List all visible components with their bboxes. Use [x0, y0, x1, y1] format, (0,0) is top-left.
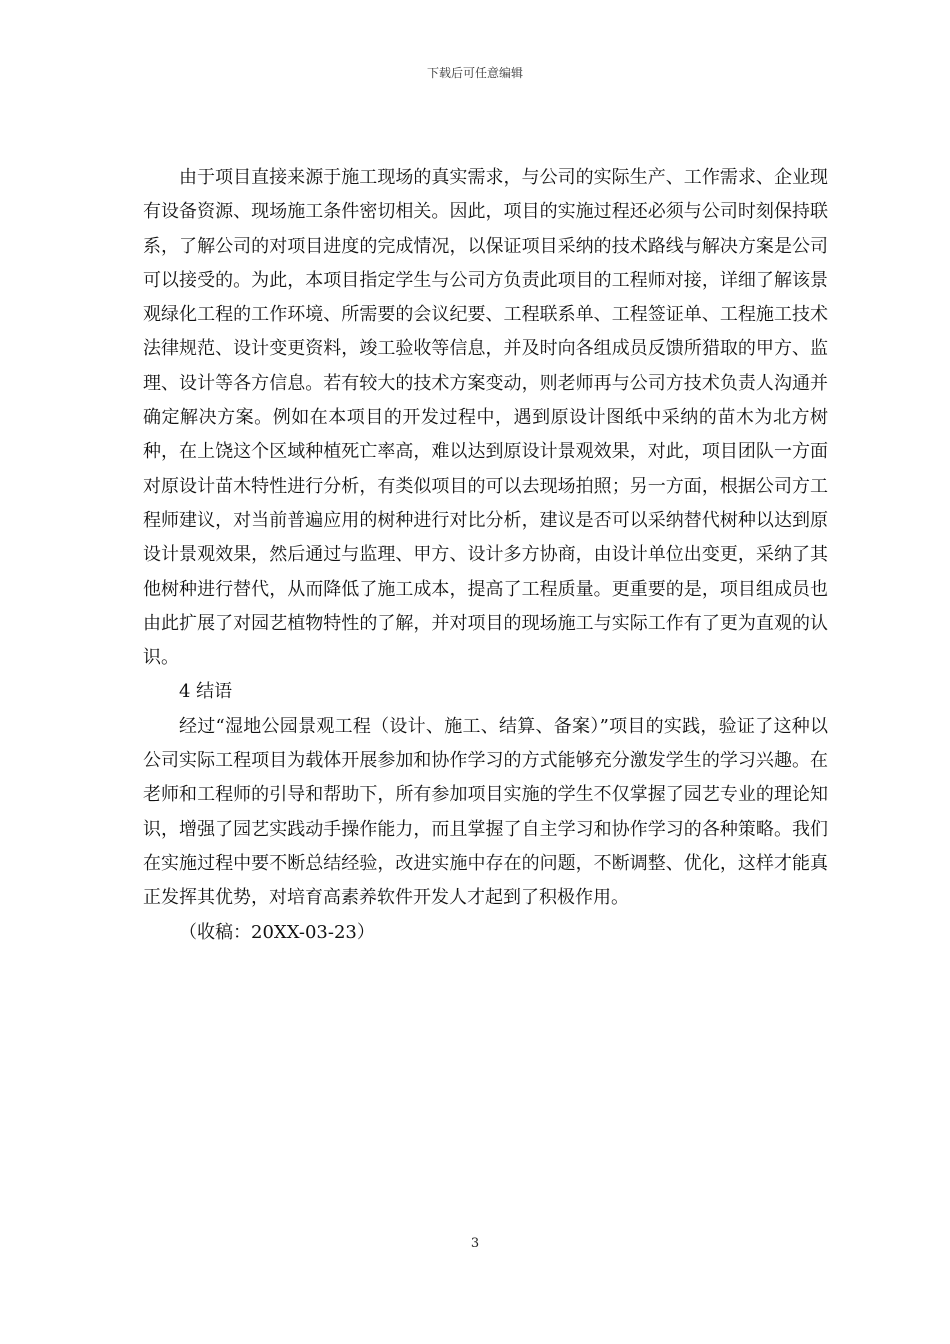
page-header-note: 下载后可任意编辑	[426, 66, 523, 80]
section-heading-conclusion: 4 结语	[179, 681, 233, 703]
body-paragraph-conclusion: 经过“湿地公园景观工程（设计、施工、结算、备案）”项目的实践，验证了这种以公司实际工程项目为载体开展参加和协作学习的方式能够充分激发学生的学习兴趣。在老师和工程师的引导和帮助下，所有参加项目实施的学生不仅掌握了园艺专业的理论知识，增强了园艺实践动手操作能力，而且掌握了自主学习和协作学习的各种策略。我们在实施过程中要不断总结经验，改进实施中存在的问题，不断调整、优化，这样才能真正发挥其优势，对培育高素养软件开发人才起到了积极作用。	[143, 715, 828, 909]
document-body	[143, 161, 828, 950]
received-date-note: （收稿：20XX-03-23）	[179, 921, 375, 943]
body-paragraph-project-practice: 由于项目直接来源于施工现场的真实需求，与公司的实际生产、工作需求、企业现有设备资源、现场施工条件密切相关。因此，项目的实施过程还必须与公司时刻保持联系，了解公司的对项目进度的完成情况，以保证项目采纳的技术路线与解决方案是公司可以接受的。为此，本项目指定学生与公司方负责此项目的工程师对接，详细了解该景观绿化工程的工作环境、所需要的会议纪要、工程联系单、工程签证单、工程施工技术法律规范、设计变更资料，竣工验收等信息，并及时向各组成员反馈所猎取的甲方、监理、设计等各方信息。若有较大的技术方案变动，则老师再与公司方技术负责人沟通并确定解决方案。例如在本项目的开发过程中，遇到原设计图纸中采纳的苗木为北方树种，在上饶这个区域种植死亡率高，难以达到原设计景观效果，对此，项目团队一方面对原设计苗木特性进行分析，有类似项目的可以去现场拍照；另一方面，根据公司方工程师建议，对当前普遍应用的树种进行对比分析，建议是否可以采纳替代树种以达到原设计景观效果，然后通过与监理、甲方、设计多方协商，由设计单位出变更，采纳了其他树种进行替代，从而降低了施工成本，提高了工程质量。更重要的是，项目组成员也由此扩展了对园艺植物特性的了解，并对项目的现场施工与实际工作有了更为直观的认识。	[143, 167, 828, 669]
page-number: 3	[470, 1236, 480, 1251]
